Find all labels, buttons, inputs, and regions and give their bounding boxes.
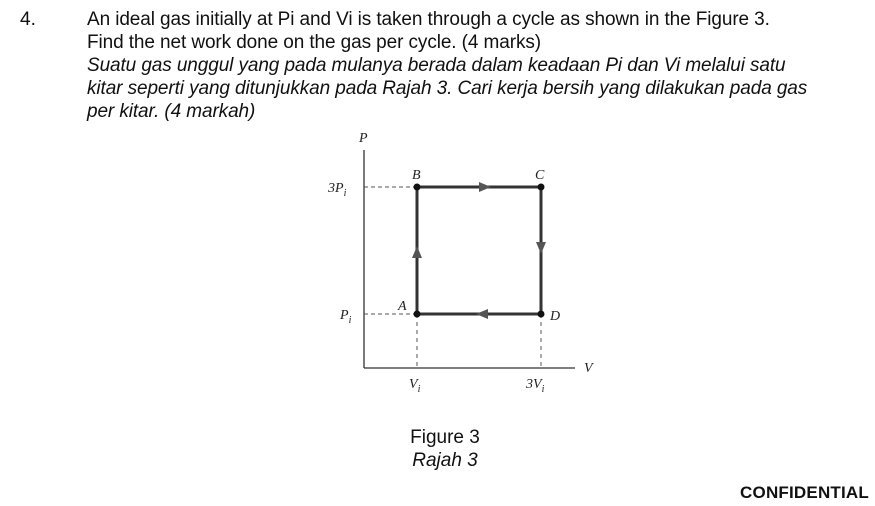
tick-vi — [409, 377, 421, 395]
point-a-label: A — [398, 299, 407, 314]
arrow-right-icon — [479, 182, 491, 192]
figure-caption — [380, 426, 510, 472]
tick-vi-sub: i — [417, 384, 421, 395]
question-number: 4. — [20, 9, 36, 30]
confidential-label: CONFIDENTIAL — [740, 483, 869, 502]
question-english-line-1: An ideal gas initially at Pi and Vi is taken through a cycle as shown in the Figure 3. — [87, 9, 770, 30]
tick-pi — [339, 308, 352, 326]
point-c-dot — [538, 184, 545, 191]
tick-3vi-main: 3V — [526, 377, 542, 392]
tick-pi-main: P — [340, 308, 349, 323]
question-text — [87, 8, 872, 123]
arrow-down-icon — [536, 242, 546, 254]
tick-3pi — [327, 181, 347, 199]
point-d-dot — [538, 311, 545, 318]
tick-3vi-sub: i — [541, 384, 545, 395]
tick-pi-sub: i — [348, 315, 352, 326]
arrow-up-icon — [412, 246, 422, 258]
tick-3pi-sub: i — [343, 188, 347, 199]
tick-3vi — [525, 377, 545, 395]
question-malay-line-3: per kitar. (4 markah) — [87, 101, 256, 122]
question-malay-line-1: Suatu gas unggul yang pada mulanya berada dalam keadaan Pi dan Vi melalui satu — [87, 55, 786, 76]
tick-vi-main: V — [409, 377, 418, 392]
figure-caption-malay: Rajah 3 — [412, 450, 478, 471]
p-axis-label: P — [359, 131, 368, 146]
figure-caption-english: Figure 3 — [410, 427, 480, 448]
question-english-line-2: Find the net work done on the gas per cycle. (4 marks) — [87, 32, 541, 53]
point-b-label: B — [412, 168, 421, 183]
v-axis-label: V — [584, 361, 593, 376]
point-a-dot — [414, 311, 421, 318]
point-c-label: C — [535, 168, 545, 183]
tick-3pi-main: 3P — [328, 181, 344, 196]
question-malay-line-2: kitar seperti yang ditunjukkan pada Rajah 3. Cari kerja bersih yang dilakukan pada gas — [87, 78, 808, 99]
arrow-left-icon — [476, 309, 488, 319]
point-b-dot — [414, 184, 421, 191]
point-d-label: D — [550, 309, 561, 324]
pv-cycle-diagram — [320, 120, 610, 410]
